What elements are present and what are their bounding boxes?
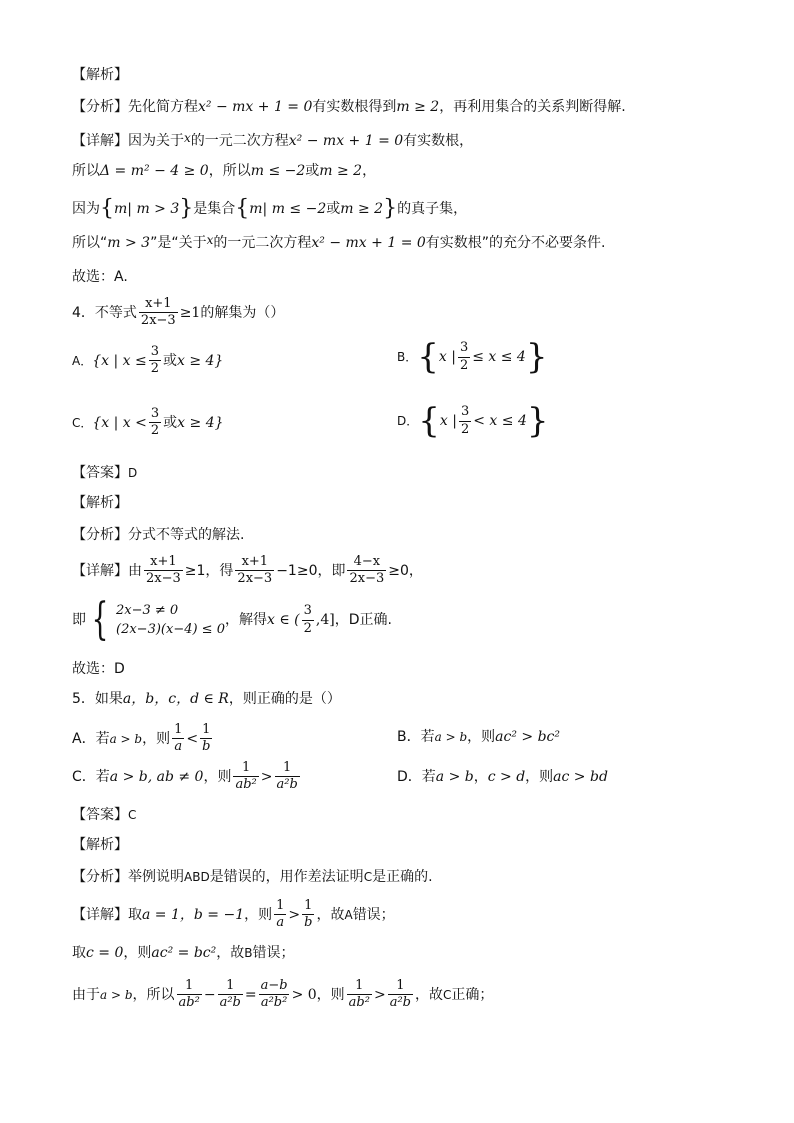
text: 取 [128, 906, 142, 923]
text: 所以“ [72, 235, 108, 251]
equation-system [86, 594, 225, 645]
jiexi-label: 【解析】 [72, 67, 128, 83]
denominator: b [304, 915, 313, 931]
math: {x | x ≤ [92, 352, 147, 369]
fraction [347, 554, 386, 588]
numerator: 1 [241, 760, 251, 775]
math: m| m > 3 [114, 201, 180, 217]
math: Δ = m² − 4 ≥ 0 [100, 163, 209, 179]
text: 5．如果 [72, 691, 123, 707]
math: m ≥ 2 [340, 201, 384, 217]
system-row: 2x−3 ≠ 0 [116, 603, 179, 618]
denominator: 2 [150, 361, 159, 377]
text: 或 [163, 352, 177, 369]
math: = [244, 986, 257, 1003]
text: ，则 [244, 906, 273, 923]
numerator: 1 [202, 722, 211, 737]
text: 举例说明 [128, 869, 184, 885]
math: a > b [100, 987, 133, 1002]
text: ≥0， [388, 562, 423, 579]
fraction [200, 722, 212, 756]
q4-detail-line-1 [72, 554, 423, 588]
numerator: 1 [276, 898, 285, 913]
text: 分式不等式的解法. [128, 527, 245, 543]
equation: x² − mx + 1 = 0 [198, 99, 313, 115]
math: m ≥ 2 [396, 99, 440, 115]
math: < x ≤ 4 [473, 413, 527, 429]
q3-detail-line-4 [72, 233, 606, 251]
fraction [275, 760, 300, 794]
numerator: 1 [185, 978, 194, 993]
q4-jiexi-heading [72, 496, 128, 510]
math: m ≤ −2 [250, 163, 306, 179]
text: ，D正确. [334, 612, 392, 628]
text: ， [473, 769, 488, 785]
text: 错误； [252, 945, 295, 961]
numerator: 3 [459, 340, 469, 356]
q5-answer [72, 808, 136, 822]
math: ≤ x ≤ 4 [472, 349, 526, 365]
denominator: 2 [303, 620, 312, 636]
answer-value: D [128, 466, 138, 480]
math: ≥1 [179, 304, 201, 321]
math: > [373, 986, 386, 1003]
denominator: 2x−3 [146, 571, 181, 587]
text: ，所以 [208, 163, 251, 179]
text: A [344, 907, 353, 922]
brace-open: { [100, 196, 114, 221]
brace-open: { [418, 401, 440, 441]
numerator: x+1 [145, 296, 172, 311]
fraction [149, 344, 161, 378]
option-label: A．若 [72, 730, 110, 747]
numerator: 1 [304, 898, 313, 913]
math: x | [438, 349, 456, 365]
math: > 0 [291, 986, 317, 1003]
q4-detail-line-2 [72, 594, 392, 645]
q4-choice [72, 662, 125, 676]
text: 有实数根， [403, 133, 474, 149]
q3-detail-line-2 [72, 164, 376, 178]
numerator: 1 [355, 978, 364, 993]
text: 有实数根得到 [312, 99, 397, 115]
math: a > b [435, 769, 474, 785]
option-label: C． [72, 415, 93, 430]
text: ， [362, 163, 377, 179]
fraction [347, 978, 372, 1012]
option-label: B．若 [397, 729, 435, 745]
text: ，所以 [132, 986, 175, 1003]
fraction [233, 760, 258, 794]
q5-option-a [72, 722, 214, 756]
math: m > 3 [107, 235, 151, 251]
text: 由 [128, 562, 142, 579]
daan-label: 【答案】 [72, 807, 128, 823]
q3-detail-line-3 [72, 198, 467, 220]
q3-choice [72, 270, 128, 284]
text: ，故 [316, 906, 345, 923]
denominator: a [276, 915, 285, 931]
text: 取 [72, 945, 86, 961]
fraction [144, 554, 183, 588]
option-label: C．若 [72, 768, 110, 785]
fraction [218, 978, 243, 1012]
text: 是正确的. [372, 869, 433, 885]
math: c > d [487, 769, 526, 785]
numerator: x+1 [241, 554, 269, 569]
text: B [244, 946, 253, 960]
text: ，则 [467, 729, 496, 745]
denominator: 2 [459, 357, 469, 373]
fraction [259, 978, 290, 1012]
fraction [139, 296, 178, 330]
equation: x² − mx + 1 = 0 [311, 235, 426, 251]
denominator: a²b [219, 995, 241, 1011]
text: 的一元二次方程 [190, 133, 289, 149]
denominator: ab² [178, 995, 200, 1011]
denominator: b [202, 739, 211, 755]
option-label: D．若 [397, 769, 436, 785]
text: 即 [72, 612, 86, 628]
numerator: 3 [150, 344, 159, 359]
q4-stem [72, 296, 284, 330]
denominator: ab² [235, 777, 257, 793]
fraction [459, 404, 471, 438]
q5-detail-line-1 [72, 898, 395, 932]
text: ”是“关于 [150, 235, 207, 251]
q4-option-c [72, 406, 224, 440]
text: 因为 [72, 201, 100, 217]
option-label: A． [72, 353, 93, 368]
xiangjie-label: 【详解】 [72, 133, 128, 149]
fraction [274, 898, 286, 932]
fraction [149, 406, 161, 440]
equation: x² − mx + 1 = 0 [288, 133, 404, 149]
math: x [184, 131, 191, 145]
system-brace: { [91, 594, 109, 645]
text: ABD [184, 870, 210, 884]
q3-detail-line-1 [72, 131, 474, 149]
math: > [260, 768, 273, 785]
q4-answer [72, 466, 137, 480]
q5-detail-line-3 [72, 978, 493, 1012]
brace-close: } [383, 196, 398, 221]
option-label: D． [397, 414, 419, 428]
text: 4．不等式 [72, 304, 137, 321]
system-row: (2x−3)(x−4) ≤ 0 [116, 622, 225, 637]
text: 因为关于 [128, 133, 184, 149]
q5-stem [72, 692, 341, 706]
text: ，则正确的是（） [228, 691, 341, 707]
text: ，则 [316, 986, 345, 1003]
math: a > b [434, 730, 468, 744]
fraction [388, 978, 413, 1012]
q4-option-d [397, 401, 549, 441]
text: ≥1，得 [184, 562, 234, 579]
fraction [302, 603, 314, 637]
numerator: 1 [226, 978, 235, 993]
q5-detail-line-2 [72, 946, 294, 960]
math: a = 1，b = −1 [142, 906, 245, 923]
text: −1≥0，即 [276, 562, 346, 579]
denominator: a²b [389, 995, 411, 1011]
text: ，故 [414, 986, 443, 1003]
math: a，b，c，d ∈ R [122, 691, 229, 707]
brace-close: } [525, 337, 548, 377]
text: ，则 [203, 768, 232, 785]
text: ，解得 [224, 612, 267, 628]
numerator: a−b [260, 978, 288, 993]
fraction [302, 898, 314, 932]
fraction [235, 554, 274, 588]
xiangjie-label: 【详解】 [72, 906, 128, 923]
text: 或 [326, 201, 341, 217]
math: x ≥ 4} [177, 414, 224, 431]
numerator: 4−x [353, 554, 381, 569]
xiangjie-label: 【详解】 [72, 562, 128, 579]
numerator: x+1 [150, 554, 177, 569]
numerator: 1 [174, 722, 183, 737]
math: ac² = bc² [151, 945, 217, 961]
brace-open: { [235, 196, 250, 221]
q4-option-b [397, 337, 548, 377]
option-label: B． [397, 350, 418, 364]
fenxi-label: 【分析】 [72, 527, 128, 543]
answer-value: C [128, 808, 137, 822]
math: − [203, 986, 216, 1003]
text: 正确； [451, 986, 494, 1003]
q5-jiexi-heading [72, 838, 128, 852]
numerator: 1 [283, 760, 292, 775]
q5-analysis [72, 870, 433, 884]
numerator: 3 [150, 406, 160, 421]
q5-option-d [397, 770, 608, 784]
math: x ≥ 4} [177, 352, 224, 369]
denominator: a²b² [260, 995, 288, 1011]
q3-analysis-line [72, 100, 626, 114]
text: 先化简方程 [128, 99, 198, 115]
brace-open: { [417, 337, 439, 377]
fraction [177, 978, 202, 1012]
text: ，再利用集合的关系判断得解. [439, 99, 626, 115]
math: a > b, ab ≠ 0 [109, 768, 204, 785]
denominator: 2 [460, 421, 470, 437]
text: ，则 [142, 730, 171, 747]
text: ，则 [525, 769, 554, 785]
numerator: 1 [396, 978, 405, 993]
text: 或 [305, 163, 320, 179]
math: > [288, 906, 301, 923]
text: 是集合 [193, 201, 236, 217]
text: ，故 [216, 945, 245, 961]
fraction [458, 340, 470, 374]
denominator: 2x−3 [140, 313, 176, 329]
text: 的真子集， [397, 201, 468, 217]
text: 的一元二次方程 [213, 235, 312, 251]
math: x ∈ ( [266, 612, 300, 628]
text: C [363, 870, 373, 884]
q4-option-a [72, 344, 223, 378]
jiexi-label: 【解析】 [72, 837, 128, 853]
math: {x | x < [92, 414, 147, 431]
math: < [186, 730, 199, 747]
text: 的解集为（） [200, 304, 285, 321]
brace-close: } [526, 401, 549, 441]
math: m ≥ 2 [319, 163, 363, 179]
math: m| m ≤ −2 [249, 201, 327, 217]
denominator: 2x−3 [349, 571, 385, 587]
denominator: ab² [348, 995, 370, 1011]
denominator: 2x−3 [237, 571, 273, 587]
numerator: 3 [303, 603, 312, 619]
q4-analysis [72, 528, 244, 542]
math: c = 0 [86, 945, 124, 961]
math: ,4] [315, 612, 335, 628]
fraction [172, 722, 184, 756]
denominator: a²b [276, 777, 298, 793]
daan-label: 【答案】 [72, 465, 128, 481]
text: 或 [163, 414, 178, 431]
text: 错误； [352, 906, 395, 923]
math: ac² > bc² [495, 729, 560, 745]
text: ，则 [123, 945, 152, 961]
text: 所以 [72, 163, 100, 179]
q5-option-b [397, 730, 560, 744]
text: C [442, 987, 452, 1002]
text: 故选：D [72, 661, 125, 677]
text: 是错误的，用作差法证明 [209, 869, 364, 885]
jiexi-heading [72, 68, 128, 82]
denominator: 2 [150, 423, 160, 439]
text: 有实数根”的充分不必要条件. [425, 235, 606, 251]
jiexi-label: 【解析】 [72, 495, 128, 511]
fenxi-label: 【分析】 [72, 99, 128, 115]
q5-option-c [72, 760, 302, 794]
math: x | [439, 413, 457, 429]
text: 由于 [72, 986, 100, 1003]
fenxi-label: 【分析】 [72, 869, 128, 885]
math: ac > bd [553, 769, 608, 785]
text: 故选：A. [72, 269, 128, 285]
brace-close: } [179, 196, 194, 221]
math: x [206, 233, 214, 247]
math: a > b [109, 731, 143, 746]
numerator: 3 [460, 404, 470, 420]
denominator: a [174, 739, 183, 755]
